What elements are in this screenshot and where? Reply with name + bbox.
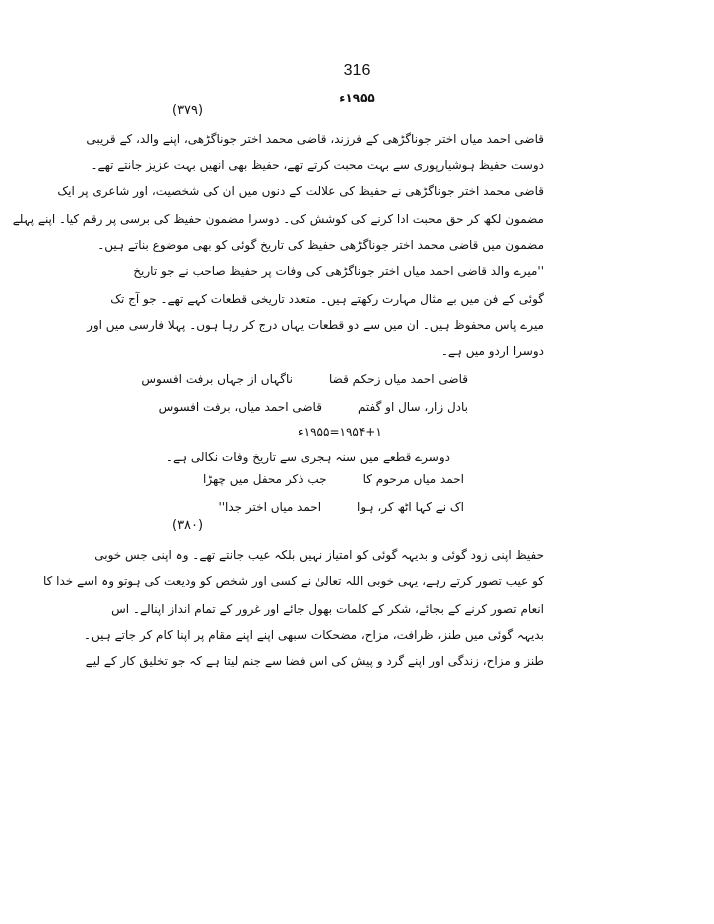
verse-line (105, 368, 468, 390)
page-year: ۱۹۵۵ء (339, 91, 375, 105)
verse-hemistich: اک نے کہا اٹھ کر، ہوا (357, 500, 464, 514)
paragraph-line: قاضی محمد اختر جوناگڑھی نے حفیظ کی علالت کے دنوں میں ان کی شخصیت، اور شاعری پر ایک (57, 184, 544, 198)
paragraph-line: مضمون میں قاضی محمد اختر جوناگڑھی حفیظ کی تاریخ گوئی کو بھی موضوع بناتے ہیں۔ (97, 238, 544, 252)
paragraph-line: دوست حفیظ ہوشیارپوری سے بہت محبت کرتے تھے، حفیظ بھی انھیں بہت عزیز جانتے تھے۔ (90, 158, 544, 172)
paragraph-line: ''میرے والد قاضی احمد میاں اختر جوناگڑھی کی وفات پر حفیظ صاحب نے جو تاریخ (133, 264, 544, 278)
verse-line (167, 468, 464, 490)
verse-line (105, 396, 468, 418)
paragraph-line: بدیہہ گوئی میں طنز، ظرافت، مزاح، مضحکات سبھی اپنے اپنے مقام پر اپنا کام کر جاتے ہیں۔ (84, 628, 544, 642)
page-number: 316 (343, 62, 371, 79)
verse-intro: دوسرے قطعے میں سنہ ہجری سے تاریخ وفات نکالی ہے۔ (165, 450, 450, 464)
paragraph-line: انعام تصور کرنے کے بجائے، شکر کے کلمات بھول جائے اور غرور کے تمام انداز اپنالے۔ اس (111, 602, 544, 616)
paragraph-line: طنز و مزاح، زندگی اور اپنے گرد و پیش کی اس فضا سے جنم لیتا ہے کہ جو تخلیق کار کے لیے (85, 654, 544, 668)
verse-hemistich: بادل زار، سال او گفتم (357, 400, 468, 414)
verse-hemistich: جب ذکر محفل میں چھڑا (203, 472, 327, 486)
verse-hemistich: ناگہاں از جہاں برفت افسوس (141, 372, 294, 386)
paragraph-line: کو عیب تصور کرتے رہے، یہی خوبی اللہ تعالیٰ نے کسی اور شخص کو ودیعت کی ہوتو وہ اسے خدا کا (42, 574, 544, 588)
paragraph-line: دوسرا اردو میں ہے۔ (440, 344, 544, 358)
verse-hemistich: احمد میاں اختر جدا'' (218, 500, 322, 514)
paragraph-line: مضمون لکھ کر حق محبت ادا کرنے کی کوشش کی۔ دوسرا مضمون حفیظ کی برسی پر رقم کیا۔ اپنے پہلے (12, 212, 544, 226)
paragraph-line: میرے پاس محفوظ ہیں۔ ان میں سے دو قطعات یہاں درج کر رہا ہوں۔ پہلا فارسی میں اور (87, 318, 544, 332)
paragraph-line: قاضی احمد میاں اختر جوناگڑھی کے فرزند، قاضی محمد اختر جوناگڑھی، اپنے والد، کے قریبی (86, 132, 544, 146)
section-marker-380: (۳۸۰) (172, 518, 204, 533)
verse-hemistich: قاضی احمد میاں زحکم قضا (329, 372, 468, 386)
verse-hemistich: احمد میاں مرحوم کا (362, 472, 464, 486)
section-marker-379: (۳۷۹) (172, 103, 204, 118)
paragraph-line: گوئی کے فن میں بے مثال مہارت رکھتے ہیں۔ متعدد تاریخی قطعات کہے تھے۔ جو آج تک (110, 292, 544, 306)
paragraph-line: حفیظ اپنی زود گوئی و بدیہہ گوئی کو امتیاز نہیں بلکہ عیب جانتے تھے۔ وہ اپنی جس خوبی (94, 548, 544, 562)
verse-line (167, 496, 464, 518)
verse-hemistich: قاضی احمد میاں، برفت افسوس (158, 400, 322, 414)
date-calculation: ۱۹۵۴+۱=۱۹۵۵ء (298, 425, 382, 439)
persian-verse (105, 368, 468, 418)
urdu-verse (167, 468, 464, 518)
